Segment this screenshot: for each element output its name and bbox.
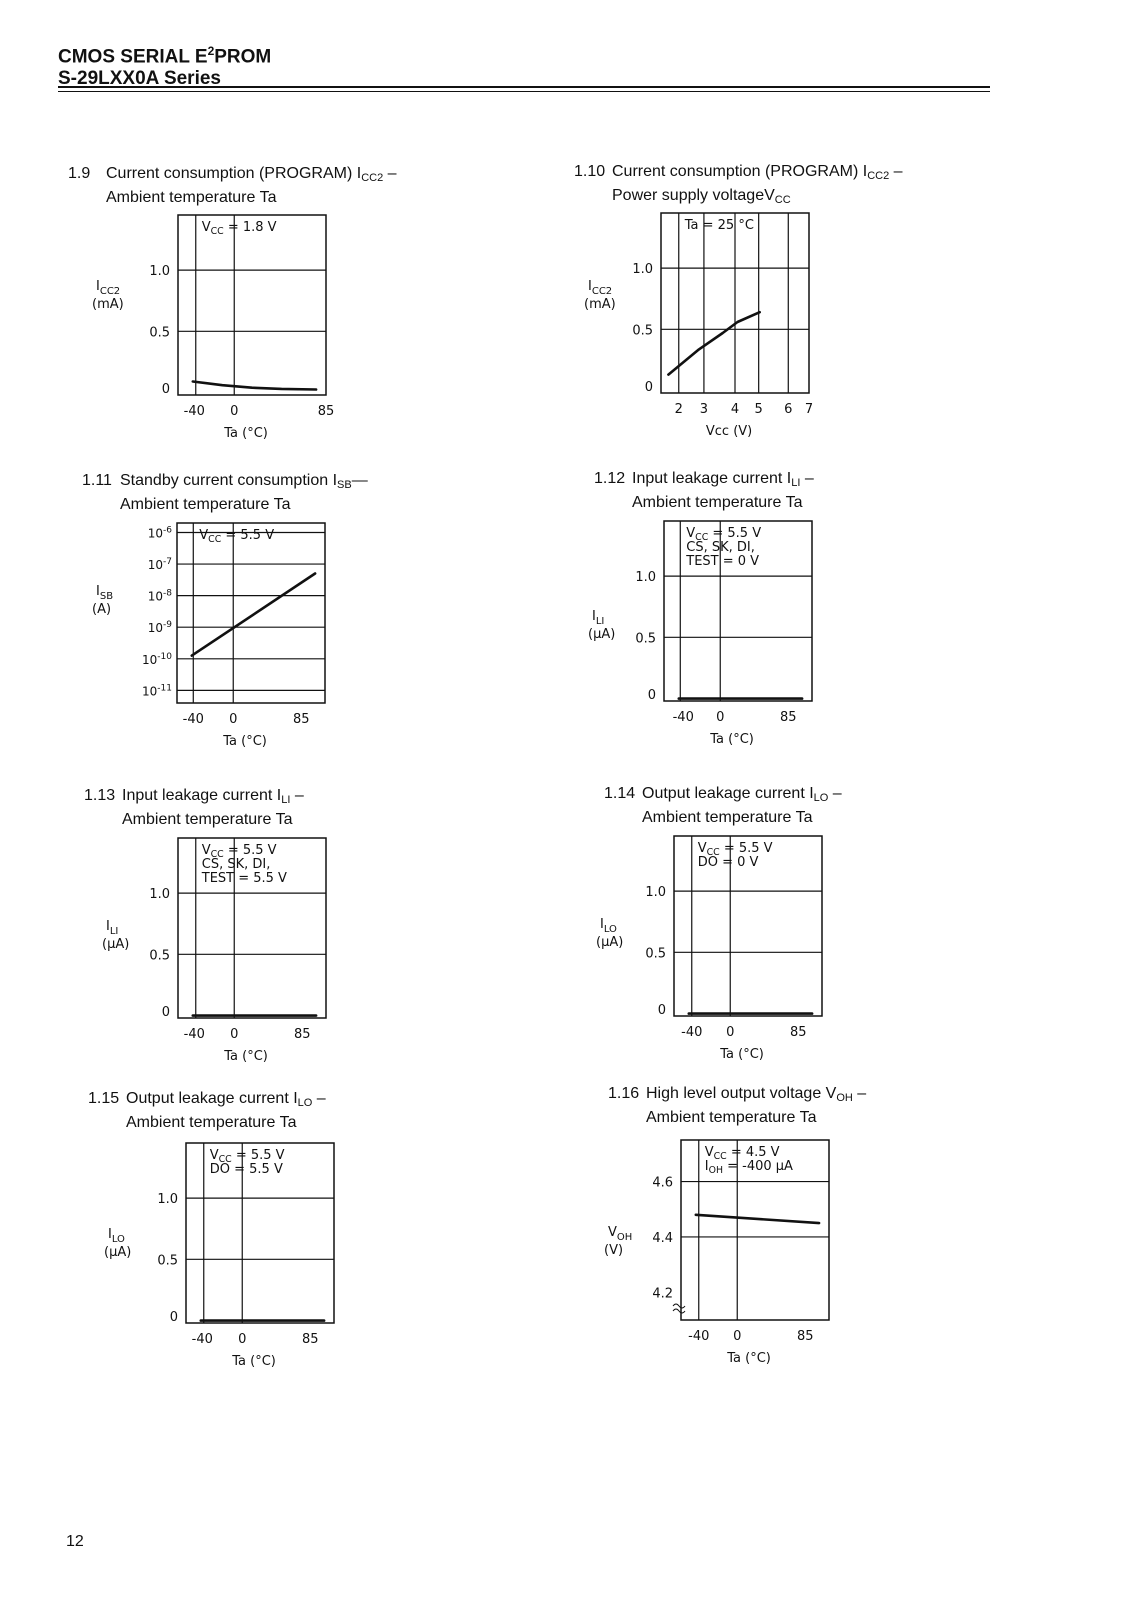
x-tick-label: 85 [797, 1329, 814, 1344]
y-tick-label: $10^{-6}$ [147, 525, 172, 541]
x-tick-label: 3 [699, 402, 709, 417]
chart-number: 1.12 [594, 470, 626, 487]
y-tick-label: 0.5 [645, 946, 666, 962]
y-tick-label: 1.0 [632, 262, 653, 278]
y-tick-label: 0 [161, 1005, 170, 1020]
x-axis-label: Ta (°C) [710, 732, 754, 747]
y-axis-unit: (μA) [102, 937, 130, 952]
chart-title-line-1: High level output voltage V [646, 1085, 837, 1102]
y-tick-label: 0.5 [149, 948, 170, 964]
y-tick-label: 0 [644, 380, 653, 395]
y-tick-label: 0 [647, 688, 656, 703]
condition-label: DO = 5.5 V [209, 1162, 283, 1177]
chart-number: 1.15 [88, 1090, 120, 1107]
chart-title-line-2: Power supply voltageV$_{CC}$ [612, 187, 791, 206]
y-axis-label: $I_{LO}$ [600, 917, 617, 935]
chart-title: 1.13 Input leakage current $I_{LI}$ – Ambient temperature Ta [84, 787, 304, 828]
y-tick-label: 0.5 [157, 1253, 178, 1269]
y-axis-label: $V_{OH}$ [608, 1225, 633, 1243]
chart-title-line-2: Ambient temperature Ta [120, 496, 291, 513]
chart-number: 1.9 [68, 165, 91, 182]
y-tick-label: 1.0 [149, 264, 170, 280]
y-tick-label: 4.6 [652, 1175, 673, 1191]
condition-label: $V_{CC} = 5.5$ V [209, 1148, 285, 1165]
x-tick-label: -40 [191, 1332, 213, 1347]
x-tick-label: -40 [688, 1329, 710, 1344]
x-tick-label: 85 [294, 1027, 311, 1042]
x-tick-label: 0 [716, 710, 725, 725]
y-axis-label: $I_{SB}$ [96, 584, 114, 602]
y-tick-label: $10^{-9}$ [147, 620, 172, 636]
y-tick-label: $10^{-8}$ [147, 588, 172, 604]
y-axis-unit: (μA) [104, 1245, 132, 1260]
condition-label: Ta = 25 °C [684, 218, 754, 233]
x-tick-label: 85 [790, 1025, 807, 1040]
condition-label: $I_{OH} = -400$ μA [704, 1159, 793, 1176]
y-tick-label: 1.0 [635, 570, 656, 586]
y-axis-label: $I_{LO}$ [108, 1227, 125, 1245]
condition-label: $V_{CC} = 4.5$ V [704, 1145, 780, 1162]
x-tick-label: 0 [238, 1332, 247, 1347]
y-tick-label: 1.0 [645, 885, 666, 901]
y-axis-label: $I_{CC2}$ [96, 279, 121, 297]
condition-label: TEST = 0 V [686, 554, 760, 569]
x-axis-label: Ta (°C) [232, 1354, 276, 1369]
x-tick-label: 0 [726, 1025, 735, 1040]
y-tick-label: 0 [657, 1003, 666, 1018]
chart-number: 1.10 [574, 163, 606, 180]
x-tick-label: 0 [230, 1027, 239, 1042]
y-axis-label: $I_{LI}$ [592, 609, 605, 627]
y-tick-label: 4.2 [652, 1286, 673, 1302]
chart-number: 1.13 [84, 787, 116, 804]
chart-title-line-2: Ambient temperature Ta [632, 494, 803, 511]
chart-title-line-1: Current consumption (PROGRAM) I [612, 163, 868, 180]
chart-number: 1.16 [608, 1085, 640, 1102]
x-tick-label: 85 [317, 404, 335, 419]
chart-title-line-1: Input leakage current I [632, 470, 792, 487]
chart-title-line-1: Output leakage current I [126, 1090, 298, 1107]
chart-title-line-2: Ambient temperature Ta [646, 1109, 817, 1126]
condition-label: TEST = 5.5 V [201, 871, 287, 886]
y-axis-unit: (A) [92, 602, 112, 617]
chart-number: 1.14 [604, 785, 636, 802]
x-tick-label: 0 [230, 404, 239, 419]
series-line [696, 1215, 819, 1223]
condition-label: CS, SK, DI, [686, 540, 755, 555]
y-axis-unit: (μA) [588, 627, 616, 642]
x-axis-label: Ta (°C) [223, 734, 267, 749]
chart-title: 1.15 Output leakage current $I_{LO}$ – Ambient temperature Ta [88, 1090, 326, 1131]
x-axis-label: Ta (°C) [224, 1049, 268, 1064]
chart-title-line-2: Ambient temperature Ta [122, 811, 293, 828]
condition-label: DO = 0 V [697, 855, 759, 870]
x-axis-label: Ta (°C) [720, 1047, 764, 1062]
x-axis-label: Ta (°C) [727, 1351, 771, 1366]
chart-title-line-1: Current consumption (PROGRAM) I [106, 165, 362, 182]
x-tick-label: 6 [784, 402, 793, 417]
condition-label: $V_{CC} = 5.5$ V [697, 841, 773, 858]
y-axis-label: $I_{LI}$ [106, 919, 119, 937]
x-tick-label: 85 [302, 1332, 319, 1347]
y-tick-label: 4.4 [652, 1230, 673, 1246]
chart-title: 1.9 Current consumption (PROGRAM) $I_{CC2}$ – Ambient temperature Ta [68, 165, 397, 206]
y-tick-label: 0 [169, 1310, 178, 1325]
x-tick-label: -40 [183, 1027, 205, 1042]
y-axis-unit: (mA) [584, 297, 616, 312]
chart-title: 1.12 Input leakage current $I_{LI}$ – Ambient temperature Ta [594, 470, 814, 511]
x-axis-label: Vcc (V) [705, 424, 753, 439]
y-tick-label: 0 [161, 382, 170, 397]
x-tick-label: 0 [229, 712, 238, 727]
condition-label: $V_{CC} = 5.5$ V [686, 526, 762, 543]
condition-label: $V_{CC} = 5.5$ V [199, 528, 275, 545]
y-axis-unit: (μA) [596, 935, 624, 950]
x-tick-label: 0 [733, 1329, 742, 1344]
chart-title: 1.11 Standby current consumption $I_{SB}—$ Ambient temperature Ta [82, 472, 368, 513]
chart-title: 1.16 High level output voltage $V_{OH}$ – Ambient temperature Ta [608, 1085, 867, 1126]
chart-title-line-1: Input leakage current I [122, 787, 282, 804]
header-line-1: CMOS SERIAL $E^2PROM$ [58, 44, 272, 68]
chart-title-line-2: Ambient temperature Ta [126, 1114, 297, 1131]
chart-title-line-1: Standby current consumption I [120, 472, 338, 489]
header-line-2: S-29LXX0A Series [58, 68, 221, 90]
y-tick-label: $10^{-11}$ [142, 683, 172, 699]
y-tick-label: $10^{-7}$ [147, 557, 172, 573]
x-tick-label: -40 [182, 712, 204, 727]
y-tick-label: 1.0 [157, 1192, 178, 1208]
chart-title: 1.14 Output leakage current $I_{LO}$ – Ambient temperature Ta [604, 785, 842, 826]
page-number: 12 [66, 1533, 84, 1550]
x-tick-label: 2 [674, 402, 683, 417]
x-tick-label: 4 [730, 402, 740, 417]
chart-title-line-2: Ambient temperature Ta [106, 189, 277, 206]
x-tick-label: 85 [293, 712, 310, 727]
x-tick-label: -40 [183, 404, 205, 419]
axis-break-icon [673, 1304, 685, 1313]
chart-number: 1.11 [82, 472, 112, 489]
y-axis-unit: (V) [604, 1243, 624, 1258]
condition-label: $V_{CC} = 1.8$ V [201, 220, 277, 237]
y-axis-unit: (mA) [92, 297, 124, 312]
x-tick-label: -40 [672, 710, 694, 725]
y-tick-label: 1.0 [149, 887, 170, 903]
y-tick-label: 0.5 [635, 631, 656, 647]
chart-title: 1.10 Current consumption (PROGRAM) $I_{CC2}$ – Power supply voltageV$_{CC}$ [574, 162, 903, 210]
y-axis-label: $I_{CC2}$ [588, 279, 613, 297]
condition-label: $V_{CC} = 5.5$ V [201, 843, 277, 860]
chart-title-line-2: Ambient temperature Ta [642, 809, 813, 826]
x-tick-label: -40 [681, 1025, 703, 1040]
x-tick-label: 5 [754, 402, 763, 417]
y-tick-label: $10^{-10}$ [142, 651, 172, 667]
x-tick-label: 7 [804, 402, 814, 417]
y-tick-label: 0.5 [632, 323, 653, 339]
x-tick-label: 85 [780, 710, 797, 725]
y-tick-label: 0.5 [149, 325, 170, 341]
condition-label: CS, SK, DI, [201, 857, 271, 872]
x-axis-label: Ta (°C) [224, 426, 268, 441]
chart-title-line-1: Output leakage current I [642, 785, 814, 802]
